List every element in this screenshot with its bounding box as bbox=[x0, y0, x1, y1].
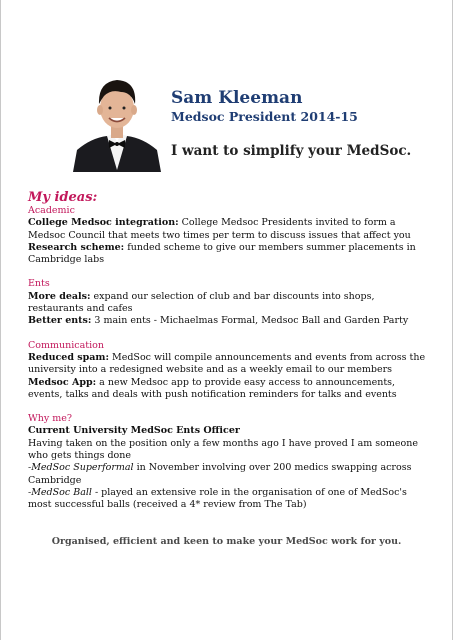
achievement-text: - played an extensive role in the organisation of one of MedSoc's most successful balls (received a 4* review from The Tab) bbox=[28, 486, 407, 511]
achievement-item bbox=[28, 487, 428, 512]
idea-item bbox=[28, 242, 428, 267]
idea-item bbox=[28, 377, 428, 402]
idea-title: College Medsoc integration: bbox=[28, 217, 179, 229]
footer-slogan: Organised, efficient and keen to make your MedSoc work for you. bbox=[51, 536, 402, 547]
header bbox=[1, 0, 452, 190]
idea-text: a new Medsoc app to provide easy access to announcements, events, talks and deals with push notification reminders for talks and events bbox=[28, 376, 397, 400]
candidate-role: Medsoc President 2014-15 bbox=[171, 109, 358, 124]
idea-item bbox=[28, 291, 428, 316]
idea-text: expand our selection of club and bar discounts into shops, restaurants and cafes bbox=[28, 290, 375, 315]
achievement-item bbox=[28, 462, 428, 487]
idea-title: Research scheme: bbox=[28, 241, 125, 253]
section-heading-academic: Academic bbox=[28, 205, 75, 216]
idea-text: MedSoc will compile announcements and events from across the university into a redesigned website and as a weekly email to our members bbox=[28, 351, 426, 376]
candidate-name: Sam Kleeman bbox=[171, 88, 303, 108]
achievement-title: -MedSoc Superformal bbox=[28, 462, 134, 474]
idea-text: College Medsoc Presidents invited to form a Medsoc Council that meets two times per term to discuss issues that affect you bbox=[28, 217, 411, 241]
tagline: I want to simplify your MedSoc. bbox=[171, 143, 412, 159]
whyme-text: Having taken on the position only a few months ago I have proved I am someone who gets things done bbox=[28, 437, 418, 462]
idea-title: Better ents: bbox=[28, 315, 92, 327]
idea-title: Medsoc App: bbox=[28, 376, 97, 388]
section-heading-communication: Communication bbox=[28, 339, 104, 351]
idea-item bbox=[28, 217, 428, 242]
whyme-title: Current University MedSoc Ents Officer bbox=[28, 425, 240, 437]
ideas-heading: My ideas: bbox=[28, 190, 98, 205]
idea-text: 3 main ents - Michaelmas Formal, Medsoc Ball and Garden Party bbox=[91, 315, 409, 327]
idea-item bbox=[28, 352, 428, 377]
achievement-text: in November involving over 200 medics swapping across Cambridge bbox=[28, 462, 412, 486]
achievement-title: -MedSoc Ball bbox=[28, 486, 92, 498]
manifesto-content bbox=[28, 191, 428, 512]
section-heading-ents: Ents bbox=[28, 278, 50, 290]
candidate-photo bbox=[71, 70, 163, 172]
section-heading-whyme: Why me? bbox=[28, 413, 72, 425]
idea-item bbox=[28, 315, 428, 327]
idea-title: Reduced spam: bbox=[28, 351, 109, 363]
idea-text: funded scheme to give our members summer placements in Cambridge labs bbox=[28, 241, 416, 266]
idea-title: More deals: bbox=[28, 290, 91, 302]
